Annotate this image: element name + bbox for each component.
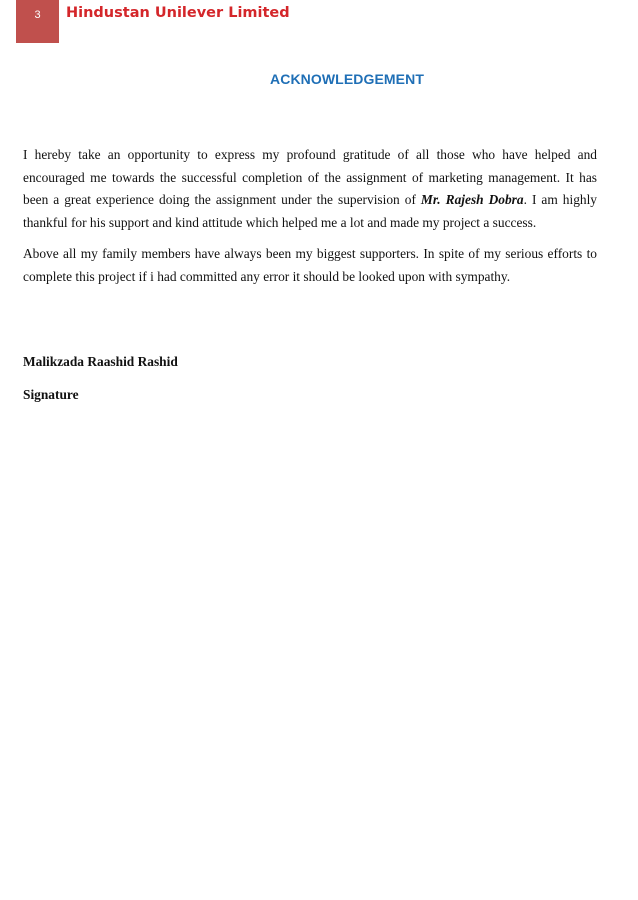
- paragraph-family: Above all my family members have always been my biggest supporters. In spite of my serious efforts to complete this project if i had committed any error it should be looked upon with sympathy.: [23, 246, 597, 284]
- company-name-header: Hindustan Unilever Limited: [66, 5, 290, 21]
- page-number: 3: [34, 9, 41, 21]
- paragraph-gratitude-before: I hereby take an opportunity to express my profound gratitude of all those who have helped and encouraged me towards the successful completion of the assignment of marketing management. It has been a great experience doing the assignment under the supervision of: [23, 147, 597, 207]
- acknowledgement-body: [23, 144, 597, 297]
- author-name: Malikzada Raashid Rashid: [23, 354, 178, 369]
- supervisor-name: Mr. Rajesh Dobra: [420, 192, 524, 207]
- acknowledgement-heading: ACKNOWLEDGEMENT: [270, 71, 424, 87]
- signature-label: Signature: [23, 387, 79, 402]
- paragraph-gratitude: [23, 144, 597, 234]
- paragraph-gratitude-after: . I am highly thankful for his support and kind attitude which helped me a lot and made my project a success.: [23, 192, 598, 230]
- page-number-tab: [16, 0, 59, 43]
